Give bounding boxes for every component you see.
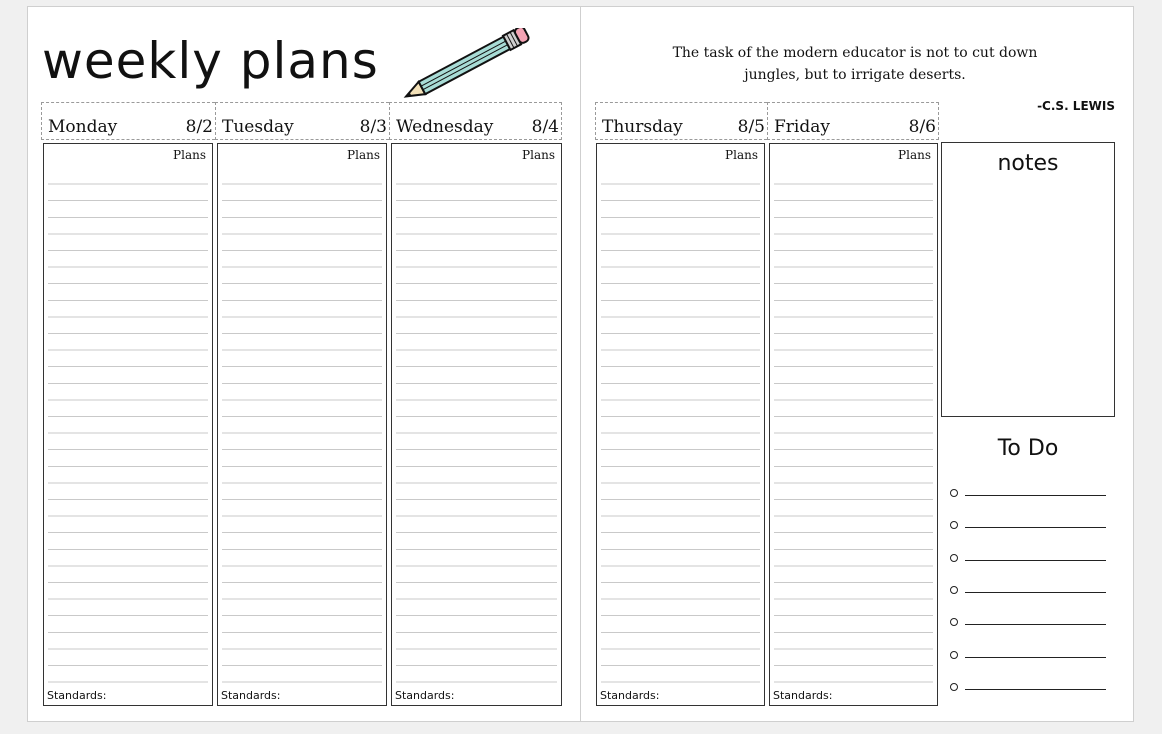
pencil-icon (392, 28, 542, 100)
day-date: 8/3 (359, 117, 387, 137)
notes-box[interactable] (941, 142, 1115, 417)
standards-label: Standards: (773, 689, 833, 702)
todo-item[interactable] (948, 548, 1108, 568)
day-name: Monday (48, 117, 118, 137)
standards-label: Standards: (47, 689, 107, 702)
day-header-thursday (595, 102, 767, 140)
bullet-icon (950, 651, 958, 659)
bullet-icon (950, 586, 958, 594)
bullet-icon (950, 618, 958, 626)
notes-title: notes (997, 151, 1059, 176)
day-header-friday (767, 102, 939, 140)
plans-label: Plans (347, 148, 380, 162)
day-name: Thursday (602, 117, 683, 137)
bullet-icon (950, 489, 958, 497)
todo-item[interactable] (948, 612, 1108, 632)
todo-blank-line (965, 495, 1106, 496)
todo-blank-line (965, 560, 1106, 561)
page-title: weekly plans (42, 32, 379, 90)
quote-line-2: jungles, but to irrigate deserts. (744, 67, 966, 83)
ruled-lines (48, 168, 208, 685)
todo-item[interactable] (948, 645, 1108, 665)
todo-title: To Do (997, 436, 1059, 461)
day-header-wednesday (389, 102, 562, 140)
ruled-lines (601, 168, 760, 685)
bullet-icon (950, 554, 958, 562)
ruled-lines (396, 168, 557, 685)
ruled-lines (222, 168, 382, 685)
day-header-monday (41, 102, 215, 140)
plans-label: Plans (725, 148, 758, 162)
bullet-icon (950, 521, 958, 529)
day-date: 8/2 (185, 117, 213, 137)
bullet-icon (950, 683, 958, 691)
todo-blank-line (965, 689, 1106, 690)
day-name: Friday (774, 117, 830, 137)
day-plan-thursday[interactable] (596, 143, 765, 706)
day-name: Tuesday (222, 117, 294, 137)
quote (640, 42, 1070, 86)
day-plan-friday[interactable] (769, 143, 938, 706)
todo-blank-line (965, 624, 1106, 625)
day-date: 8/5 (737, 117, 765, 137)
todo-blank-line (965, 657, 1106, 658)
standards-label: Standards: (395, 689, 455, 702)
todo-item[interactable] (948, 677, 1108, 697)
day-plan-wednesday[interactable] (391, 143, 562, 706)
quote-author: -C.S. LEWIS (1037, 99, 1115, 113)
standards-label: Standards: (600, 689, 660, 702)
day-plan-tuesday[interactable] (217, 143, 387, 706)
day-date: 8/4 (531, 117, 559, 137)
todo-item[interactable] (948, 580, 1108, 600)
day-date: 8/6 (908, 117, 936, 137)
day-plan-monday[interactable] (43, 143, 213, 706)
todo-blank-line (965, 592, 1106, 593)
plans-label: Plans (173, 148, 206, 162)
todo-blank-line (965, 527, 1106, 528)
day-header-tuesday (215, 102, 389, 140)
ruled-lines (774, 168, 933, 685)
todo-item[interactable] (948, 483, 1108, 503)
quote-line-1: The task of the modern educator is not to cut down (672, 45, 1038, 61)
todo-item[interactable] (948, 515, 1108, 535)
plans-label: Plans (898, 148, 931, 162)
standards-label: Standards: (221, 689, 281, 702)
plans-label: Plans (522, 148, 555, 162)
day-name: Wednesday (396, 117, 494, 137)
